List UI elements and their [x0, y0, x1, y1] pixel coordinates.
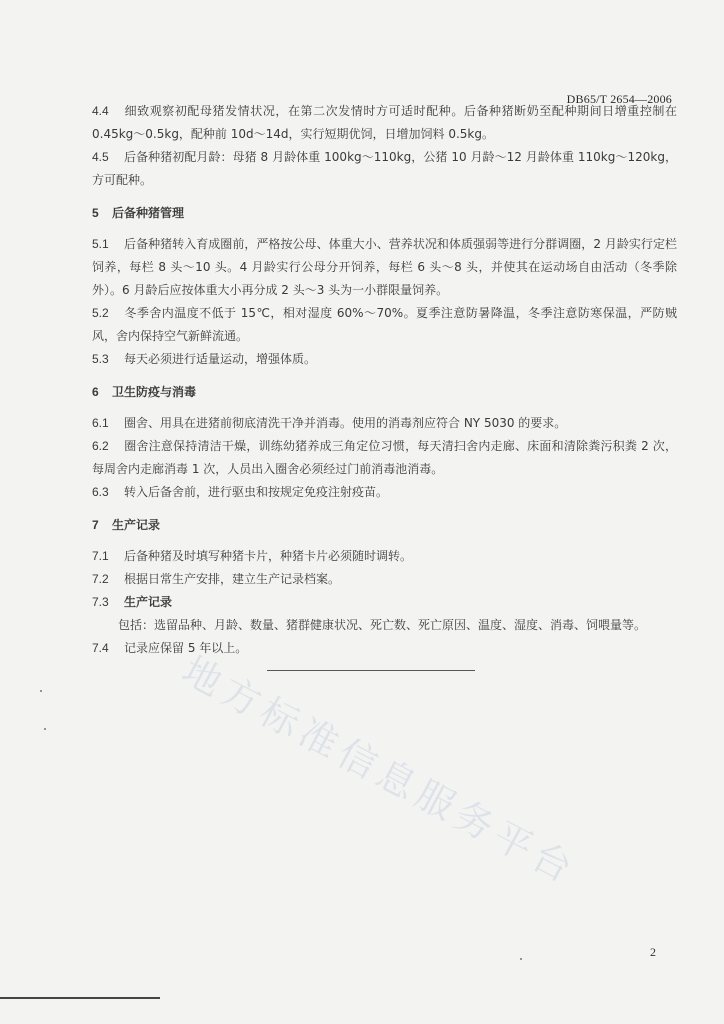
clause-title: 生产记录 [124, 595, 173, 609]
clause-number: 4.4 [92, 104, 109, 118]
end-of-document-line [267, 670, 475, 671]
page-number: 2 [650, 945, 656, 959]
clause-7-2 [92, 568, 677, 591]
clause-number: 6.2 [92, 439, 109, 453]
clause-text: 转入后备舍前，进行驱虫和按规定免疫注射疫苗。 [124, 485, 389, 499]
clause-6-3 [92, 481, 677, 504]
clause-number: 4.5 [92, 150, 109, 164]
clause-number: 5.1 [92, 237, 109, 251]
clause-text: 后备种猪及时填写种猪卡片，种猪卡片必须随时调转。 [124, 549, 413, 563]
section-6-heading [92, 381, 677, 404]
clause-number: 7.1 [92, 549, 109, 563]
scan-speck [520, 958, 522, 960]
clause-number: 6.3 [92, 485, 109, 499]
clause-4-5 [92, 146, 677, 192]
clause-5-3 [92, 348, 677, 371]
clause-text: 每天必须进行适量运动，增强体质。 [124, 352, 317, 366]
section-number: 7 [92, 518, 99, 532]
watermark: 地方标准信息服务平台 [175, 647, 585, 894]
clause-text: 后备种猪转入育成圈前，严格按公母、体重大小、营养状况和体质强弱等进行分群调圈，2 月龄实行定栏饲养，每栏 8 头～10 头。4 月龄实行公母分开饲养，每栏 6 头～8 头，并使其在运动场自由活动（冬季除外）。6 月龄后应按体重大小再分成 2 头～3 头为一小群限量饲养。 [92, 237, 677, 297]
clause-text: 记录应保留 5 年以上。 [124, 641, 248, 655]
scan-speck [40, 690, 42, 692]
clause-5-2 [92, 302, 677, 348]
clause-text: 后备种猪初配月龄：母猪 8 月龄体重 100kg～110kg，公猪 10 月龄～12 月龄体重 110kg～120kg，方可配种。 [92, 150, 677, 187]
clause-text: 细致观察初配母猪发情状况，在第二次发情时方可适时配种。后备种猪断奶至配种期间日增重控制在 0.45kg～0.5kg，配种前 10d～14d，实行短期优饲，日增加饲料 0.5kg。 [92, 104, 677, 141]
document-body [92, 100, 677, 660]
clause-4-4 [92, 100, 677, 146]
clause-7-3-text: 包括：选留品种、月龄、数量、猪群健康状况、死亡数、死亡原因、温度、湿度、消毒、饲喂量等。 [118, 618, 647, 632]
clause-7-1 [92, 545, 677, 568]
section-title: 后备种猪管理 [112, 206, 185, 220]
standard-code: DB65/T 2654—2006 [566, 92, 672, 106]
clause-6-2 [92, 435, 677, 481]
section-number: 6 [92, 385, 99, 399]
section-number: 5 [92, 206, 99, 220]
clause-7-4 [92, 637, 677, 660]
clause-5-1 [92, 233, 677, 302]
clause-6-1 [92, 412, 677, 435]
clause-text: 圈舍注意保持清洁干燥，训练幼猪养成三角定位习惯，每天清扫舍内走廊、床面和清除粪污积粪 2 次，每周舍内走廊消毒 1 次，人员出入圈舍必须经过门前消毒池消毒。 [92, 439, 677, 476]
section-title: 生产记录 [112, 518, 161, 532]
clause-number: 7.3 [92, 595, 109, 609]
clause-text: 冬季舍内温度不低于 15℃，相对湿度 60%～70%。夏季注意防暑降温，冬季注意防寒保温，严防贼风，舍内保持空气新鲜流通。 [92, 306, 677, 343]
section-5-heading [92, 202, 677, 225]
clause-number: 7.2 [92, 572, 109, 586]
section-7-heading [92, 514, 677, 537]
clause-text: 根据日常生产安排，建立生产记录档案。 [124, 572, 341, 586]
scan-edge-mark [0, 997, 160, 999]
clause-number: 6.1 [92, 416, 109, 430]
clause-number: 7.4 [92, 641, 109, 655]
section-title: 卫生防疫与消毒 [112, 385, 197, 399]
clause-number: 5.2 [92, 306, 109, 320]
clause-text: 圈舍、用具在进猪前彻底清洗干净并消毒。使用的消毒剂应符合 NY 5030 的要求。 [124, 416, 567, 430]
clause-number: 5.3 [92, 352, 109, 366]
clause-7-3-heading [92, 591, 677, 614]
scan-speck [44, 728, 46, 730]
